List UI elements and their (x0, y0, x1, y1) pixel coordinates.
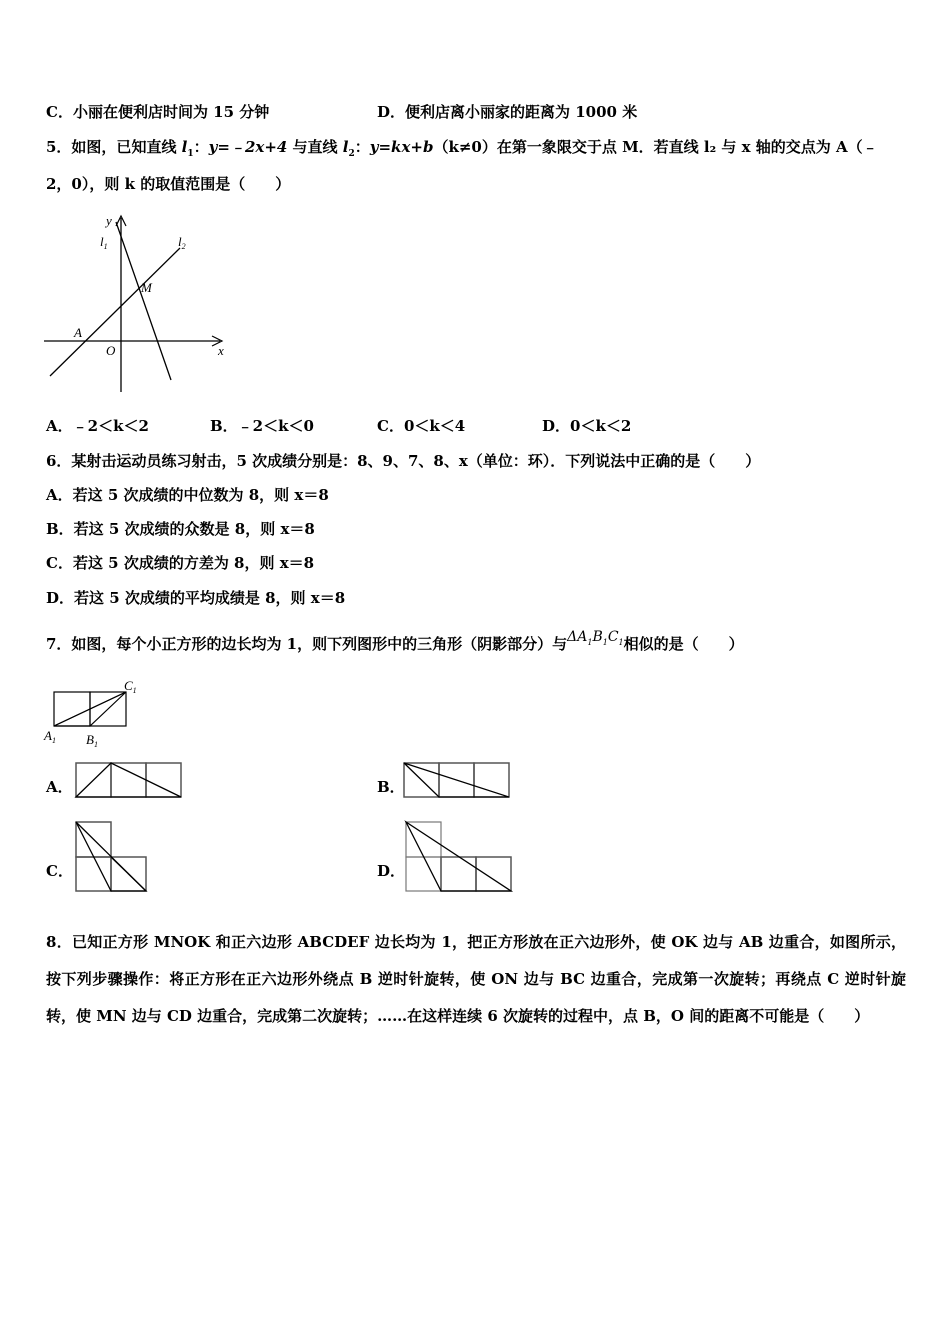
q6-stem: 6．某射击运动员练习射击，5 次成绩分别是：8、9、7、8、x（单位：环）．下列说法中正确的是（ ） (46, 452, 761, 470)
q5-l1-sub: 1 (187, 149, 194, 159)
label-l1: $l_1$ (100, 234, 108, 251)
q5-option-b: B．﹣2＜k＜0 (210, 417, 314, 435)
label-a1: $A_1$ (44, 728, 56, 745)
q7-option-d-figure (402, 819, 518, 895)
label-m: M (141, 280, 152, 295)
q5-eq1: y=﹣2x+4 (208, 138, 288, 156)
q5-stem-part: 与直线 (287, 138, 343, 156)
label-c1: $C_1$ (124, 678, 137, 695)
q7-triangle-symbol: $\Delta A_1B_1C_1$ (567, 629, 624, 647)
label-a: A (74, 325, 82, 340)
q7-option-c-figure (74, 819, 152, 895)
q4-option-d: D．便利店离小丽家的距离为 1000 米 (377, 103, 638, 121)
q5-option-a: A．﹣2＜k＜2 (46, 417, 149, 435)
q5-stem-part: （k≠0）在第一象限交于点 M．若直线 l₂ 与 x 轴的交点为 A（﹣ (433, 138, 878, 156)
q5-stem-part: 5．如图，已知直线 (46, 138, 182, 156)
q6-option-b: B．若这 5 次成绩的众数是 8，则 x＝8 (46, 520, 315, 538)
q4-option-c: C．小丽在便利店时间为 15 分钟 (46, 103, 270, 121)
q5-stem-line1 (46, 137, 878, 164)
q7-option-b-label: B． (377, 778, 405, 796)
q5-stem-part: ： (193, 138, 209, 156)
line-l1 (116, 222, 171, 380)
q6-option-c: C．若这 5 次成绩的方差为 8，则 x＝8 (46, 554, 315, 572)
q7-option-d-label: D． (377, 862, 406, 880)
label-b1: $B_1$ (86, 732, 98, 748)
q5-l2: l (342, 138, 349, 156)
q5-option-d: D．0＜k＜2 (542, 417, 632, 435)
label-l2: $l_2$ (178, 234, 186, 251)
q8-text: 8．已知正方形 MNOK 和正六边形 ABCDEF 边长均为 1，把正方形放在正六边形外，使 OK 边与 AB 边重合，如图所示，按下列步骤操作：将正方形在正六边形外绕点 B 逆时针旋转，使 ON 边与 BC 边重合，完成第一次旋转；再绕点 C 逆时针旋转，使 MN 边与 CD 边重合，完成第二次旋转；……在这样连续 6 次旋转的过程中，点 B，O 间的距离不可能是（ ） (46, 933, 906, 1025)
q6-option-a: A．若这 5 次成绩的中位数为 8，则 x＝8 (46, 486, 329, 504)
label-y: y (106, 213, 112, 228)
q5-l1: l (181, 138, 188, 156)
q7-option-c-label: C． (46, 862, 73, 880)
q7-option-a-figure (74, 760, 186, 800)
q7-option-a-label: A． (46, 778, 73, 796)
q5-l2-sub: 2 (348, 149, 355, 159)
q5-stem-line2: 2，0），则 k 的取值范围是（ ） (46, 175, 291, 193)
q6-option-d: D．若这 5 次成绩的平均成绩是 8，则 x＝8 (46, 589, 346, 607)
q7-stem (46, 629, 744, 661)
q7-stem-part: 相似的是（ ） (623, 635, 744, 653)
q7-reference-figure (42, 676, 152, 748)
q5-stem-part: ： (354, 138, 370, 156)
q5-option-c: C．0＜k＜4 (377, 417, 466, 435)
q5-figure (40, 208, 240, 398)
label-o: O (106, 343, 116, 358)
q7-stem-part: 7．如图，每个小正方形的边长均为 1，则下列图形中的三角形（阴影部分）与 (46, 635, 568, 653)
q5-eq2: y=kx+b (369, 138, 434, 156)
q7-option-b-figure (402, 760, 514, 800)
label-x: x (218, 343, 224, 358)
